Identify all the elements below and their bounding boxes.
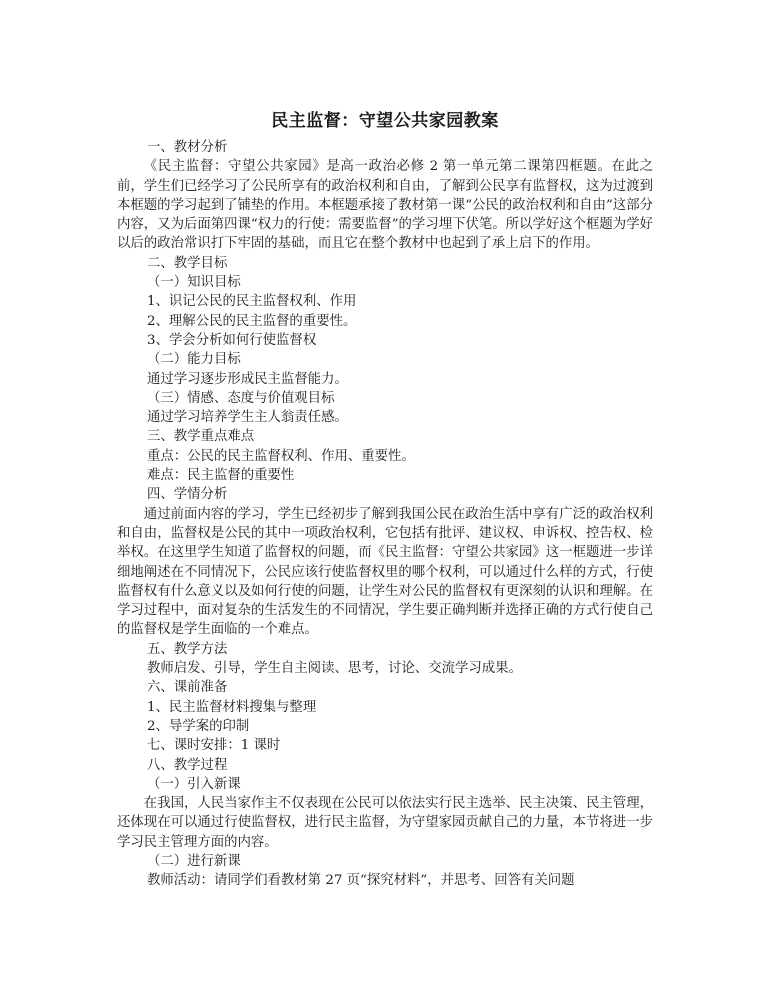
text-line: 重点：公民的民主监督权利、作用、重要性。 — [147, 448, 415, 464]
list-item: 2、理解公民的民主监督的重要性。 — [147, 313, 357, 329]
section-heading: 三、教学重点难点 — [147, 429, 255, 445]
subsection-heading: （二）进行新课 — [147, 853, 241, 869]
text-line: 教师启发、引导，学生自主阅读、思考，讨论、交流学习成果。 — [147, 661, 522, 677]
paragraph: 通过前面内容的学习，学生已经初步了解到我国公民在政治生活中享有广泛的政治权利和自由，监督权是公民的其中一项政治权利，它包括有批评、建议权、申诉权、控告权、检举权。在这里学生知道了监督权的问题，而《民主监督：守望公共家园》这一框题进一步详细地阐述在不同情况下，公民应该行使监督权里的哪个权利，可以通过什么样的方式，行使监督权有什么意义以及如何行使的问题，让学生对公民的监督权有更深刻的认识和理解。在学习过程中，面对复杂的生活发生的不同情况，学生要正确判断并选择正确的方式行使自己的监督权是学生面临的一个难点。 — [117, 506, 653, 638]
paragraph: 《民主监督：守望公共家园》是高一政治必修 2 第一单元第二课第四框题。在此之前，学生们已经学习了公民所享有的政治权利和自由，了解到公民享有监督权，这为过渡到本框题的学习起到了铺垫的作用。本框题承接了教材第一课“公民的政治权利和自由”这部分内容，又为后面第四课“权力的行使：需要监督”的学习埋下伏笔。所以学好这个框题为学好以后的政治常识打下牢固的基础，而且它在整个教材中也起到了承上启下的作用。 — [117, 159, 653, 252]
document-body — [117, 138, 653, 891]
section-heading: 八、教学过程 — [147, 757, 228, 773]
subsection-heading: （一）引入新课 — [147, 776, 241, 792]
text-line: 难点：民主监督的重要性 — [147, 468, 295, 484]
section-heading: 五、教学方法 — [147, 641, 228, 657]
page-title: 民主监督：守望公共家园教案 — [271, 111, 499, 131]
section-heading: 二、教学目标 — [147, 255, 228, 271]
subsection-heading: （三）情感、态度与价值观目标 — [147, 390, 335, 406]
section-heading: 一、教材分析 — [147, 140, 228, 155]
text-line: 教师活动：请同学们看教材第 27 页“探究材料”，并思考、回答有关问题 — [147, 873, 575, 889]
text-line: 通过学习培养学生主人翁责任感。 — [147, 410, 348, 426]
paragraph: 在我国，人民当家作主不仅表现在公民可以依法实行民主选举、民主决策、民主管理，还体现在可以通过行使监督权，进行民主监督，为守望家园贡献自己的力量，本节将进一步学习民主管理方面的内容。 — [117, 796, 653, 850]
section-heading: 六、课前准备 — [147, 680, 228, 696]
list-item: 3、学会分析如何行使监督权 — [147, 332, 317, 348]
subsection-heading: （一）知识目标 — [147, 275, 241, 291]
section-heading: 七、课时安排：1 课时 — [147, 738, 281, 754]
list-item: 2、导学案的印制 — [147, 718, 250, 734]
list-item: 1、识记公民的民主监督权利、作用 — [147, 294, 357, 310]
list-item: 1、民主监督材料搜集与整理 — [147, 699, 317, 715]
subsection-heading: （二）能力目标 — [147, 352, 241, 368]
text-line: 通过学习逐步形成民主监督能力。 — [147, 371, 348, 387]
section-heading: 四、学情分析 — [147, 487, 228, 503]
